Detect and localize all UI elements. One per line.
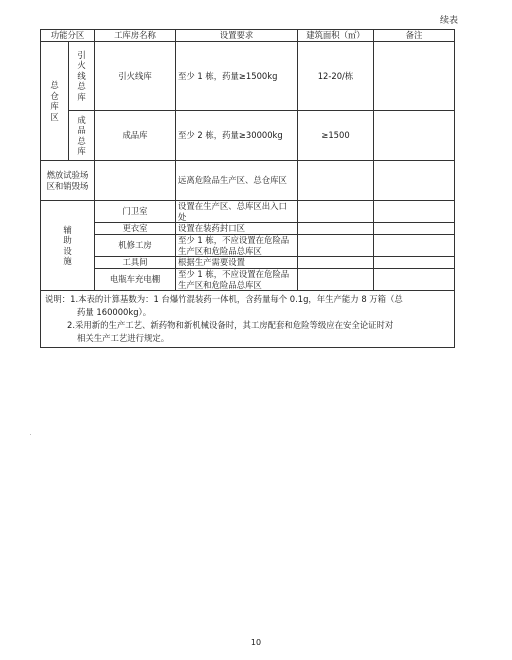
locker-room-name: 更衣室 [95,223,176,235]
note-item-2-cont: 相关生产工艺进行规定。 [77,333,170,344]
table-row [41,42,455,111]
facility-table [40,29,455,348]
repair-shop-area [298,235,374,257]
header-zone: 功能分区 [41,30,95,42]
locker-room-requirement: 设置在装药封口区 [176,223,298,235]
guard-room-requirement: 设置在生产区、总库区出入口处 [176,201,298,223]
guard-room-name: 门卫室 [95,201,176,223]
zone-general-depot: 总 仓 库 区 [41,42,69,161]
repair-shop-remark [374,235,455,257]
locker-room-area [298,223,374,235]
tool-room-name: 工具间 [95,257,176,269]
header-name: 工库房名称 [95,30,176,42]
locker-room-remark [374,223,455,235]
fuse-depot-requirement: 至少 1 栋，药量≥1500kg [176,42,298,111]
fuse-depot-remark [374,42,455,111]
test-zone-area [298,161,374,201]
notes-row [41,291,455,348]
table-notes [41,291,455,348]
table-row [41,201,455,223]
fuse-depot-name: 引火线库 [95,42,176,111]
note-item-2: 2.采用新的生产工艺、新药物和新机械设备时，其工房配套和危险等级应在安全论证时对 [67,320,394,331]
note-item-1-cont: 药量 160000kg）。 [77,307,152,318]
charging-shed-area [298,269,374,291]
table-row [41,161,455,201]
test-zone-label: 燃放试验场区和销毁场 [41,161,95,201]
continued-label: 续表 [439,16,458,26]
guard-room-remark [374,201,455,223]
product-depot-remark [374,111,455,161]
zone-auxiliary: 辅 助 设 施 [41,201,95,291]
page-number: 10 [250,638,262,647]
table-row [41,257,455,269]
note-line-1 [45,293,450,306]
tool-room-requirement: 根据生产需要设置 [176,257,298,269]
fuse-depot-area: 12-20/栋 [298,42,374,111]
table-row [41,223,455,235]
note-item-1: 1.本表的计算基数为：1 台爆竹混装药一体机，含药量每个 0.1g，年生产能力 8 万箱（总 [70,294,403,304]
repair-shop-requirement: 至少 1 栋，不应设置在危险品生产区和危险品总库区 [176,235,298,257]
scan-speck [30,434,31,435]
product-depot-name: 成品库 [95,111,176,161]
repair-shop-name: 机修工房 [95,235,176,257]
product-depot-requirement: 至少 2 栋，药量≥30000kg [176,111,298,161]
sub-fuse-depot: 引 火 线 总 库 [69,42,95,111]
header-requirement: 设置要求 [176,30,298,42]
test-zone-requirement: 远离危险品生产区、总仓库区 [176,161,298,201]
note-label: 说明： [45,294,71,304]
header-remark: 备注 [374,30,455,42]
table-row [41,235,455,257]
test-zone-name [95,161,176,201]
product-depot-area: ≥1500 [298,111,374,161]
table-row [41,269,455,291]
test-zone-remark [374,161,455,201]
tool-room-remark [374,257,455,269]
header-area: 建筑面积（㎡） [298,30,374,42]
header-row [41,30,455,42]
table-row [41,111,455,161]
charging-shed-remark [374,269,455,291]
guard-room-area [298,201,374,223]
sub-product-depot: 成 品 总 库 [69,111,95,161]
tool-room-area [298,257,374,269]
charging-shed-requirement: 至少 1 栋，不应设置在危险品生产区和危险品总库区 [176,269,298,291]
charging-shed-name: 电瓶车充电棚 [95,269,176,291]
